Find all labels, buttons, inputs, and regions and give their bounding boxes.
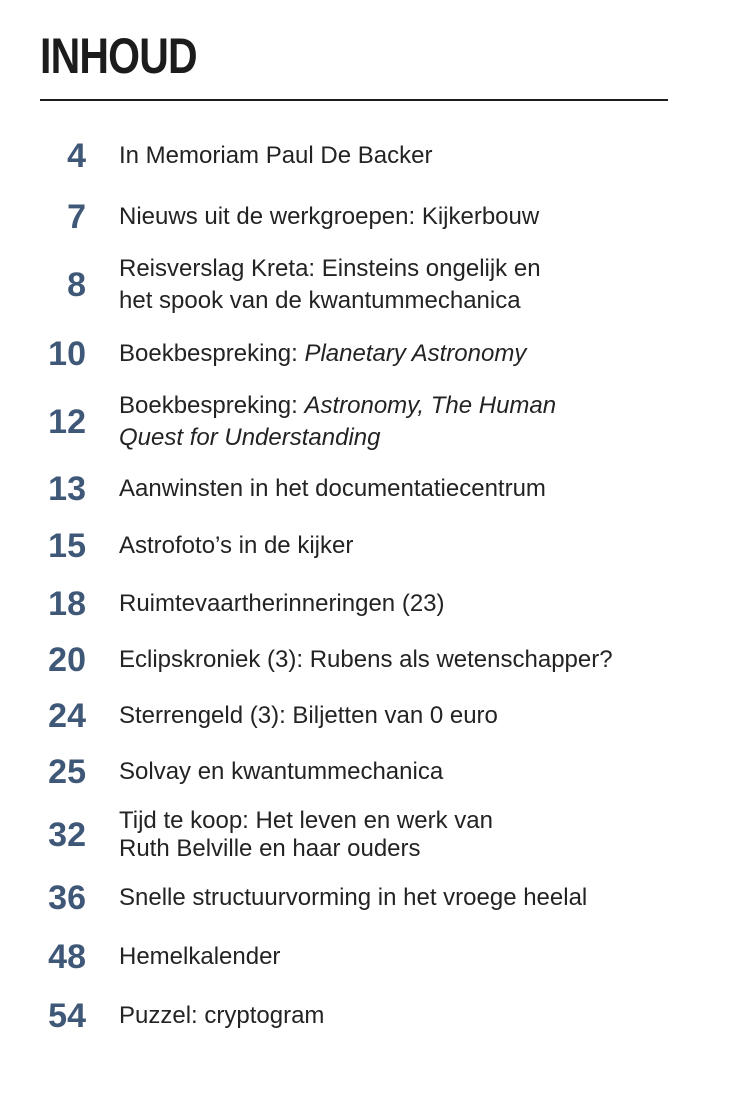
toc-entry[interactable] (0, 526, 751, 566)
page-number: 18 (48, 585, 86, 623)
page-number: 15 (48, 527, 86, 565)
page-number: 36 (48, 879, 86, 917)
page-number: 8 (67, 266, 86, 304)
toc-entry[interactable] (0, 752, 751, 792)
toc-entry[interactable] (0, 996, 751, 1036)
entry-title: Boekbespreking: Planetary Astronomy (119, 340, 527, 367)
toc-entry[interactable] (0, 640, 751, 680)
toc-entry[interactable] (0, 696, 751, 736)
page-title: INHOUD (40, 28, 197, 84)
toc-entry[interactable] (0, 389, 751, 455)
page-number: 10 (48, 335, 86, 373)
entry-title: Ruimtevaartherinneringen (23) (119, 590, 445, 617)
page-number: 32 (48, 816, 86, 854)
page-number: 13 (48, 470, 86, 508)
page-number: 54 (48, 997, 86, 1035)
page-number: 12 (48, 403, 86, 441)
page-number: 48 (48, 938, 86, 976)
page-number: 4 (67, 137, 86, 175)
entry-title: In Memoriam Paul De Backer (119, 142, 433, 169)
entry-title: Sterrengeld (3): Biljetten van 0 euro (119, 702, 498, 729)
toc-entry[interactable] (0, 937, 751, 977)
entry-title: Hemelkalender (119, 943, 281, 970)
toc-entry[interactable] (0, 334, 751, 374)
entry-title: Tijd te koop: Het leven en werk van Ruth Belville en haar ouders (119, 807, 493, 862)
entry-title: Boekbespreking: Astronomy, The Human Quest for Understanding (119, 392, 557, 451)
entry-title: Puzzel: cryptogram (119, 1002, 325, 1029)
toc-entry[interactable] (0, 584, 751, 624)
toc-entry[interactable] (0, 469, 751, 509)
entry-title: Astrofoto’s in de kijker (119, 532, 354, 559)
entry-title: Eclipskroniek (3): Rubens als wetenschapper? (119, 646, 613, 673)
toc-entry[interactable] (0, 806, 751, 864)
toc-entry[interactable] (0, 252, 751, 318)
page-number: 25 (48, 753, 86, 791)
entry-title: Reisverslag Kreta: Einsteins ongelijk en het spook van de kwantummechanica (119, 255, 541, 314)
page-number: 24 (48, 697, 86, 735)
toc-entry[interactable] (0, 197, 751, 237)
entry-title: Aanwinsten in het documentatiecentrum (119, 475, 546, 502)
toc-entry[interactable] (0, 136, 751, 176)
entry-title: Snelle structuurvorming in het vroege heelal (119, 884, 588, 911)
page-number: 20 (48, 641, 86, 679)
entry-title: Solvay en kwantummechanica (119, 758, 444, 785)
page-number: 7 (67, 198, 86, 236)
toc-entry[interactable] (0, 878, 751, 918)
entry-title: Nieuws uit de werkgroepen: Kijkerbouw (119, 203, 540, 230)
